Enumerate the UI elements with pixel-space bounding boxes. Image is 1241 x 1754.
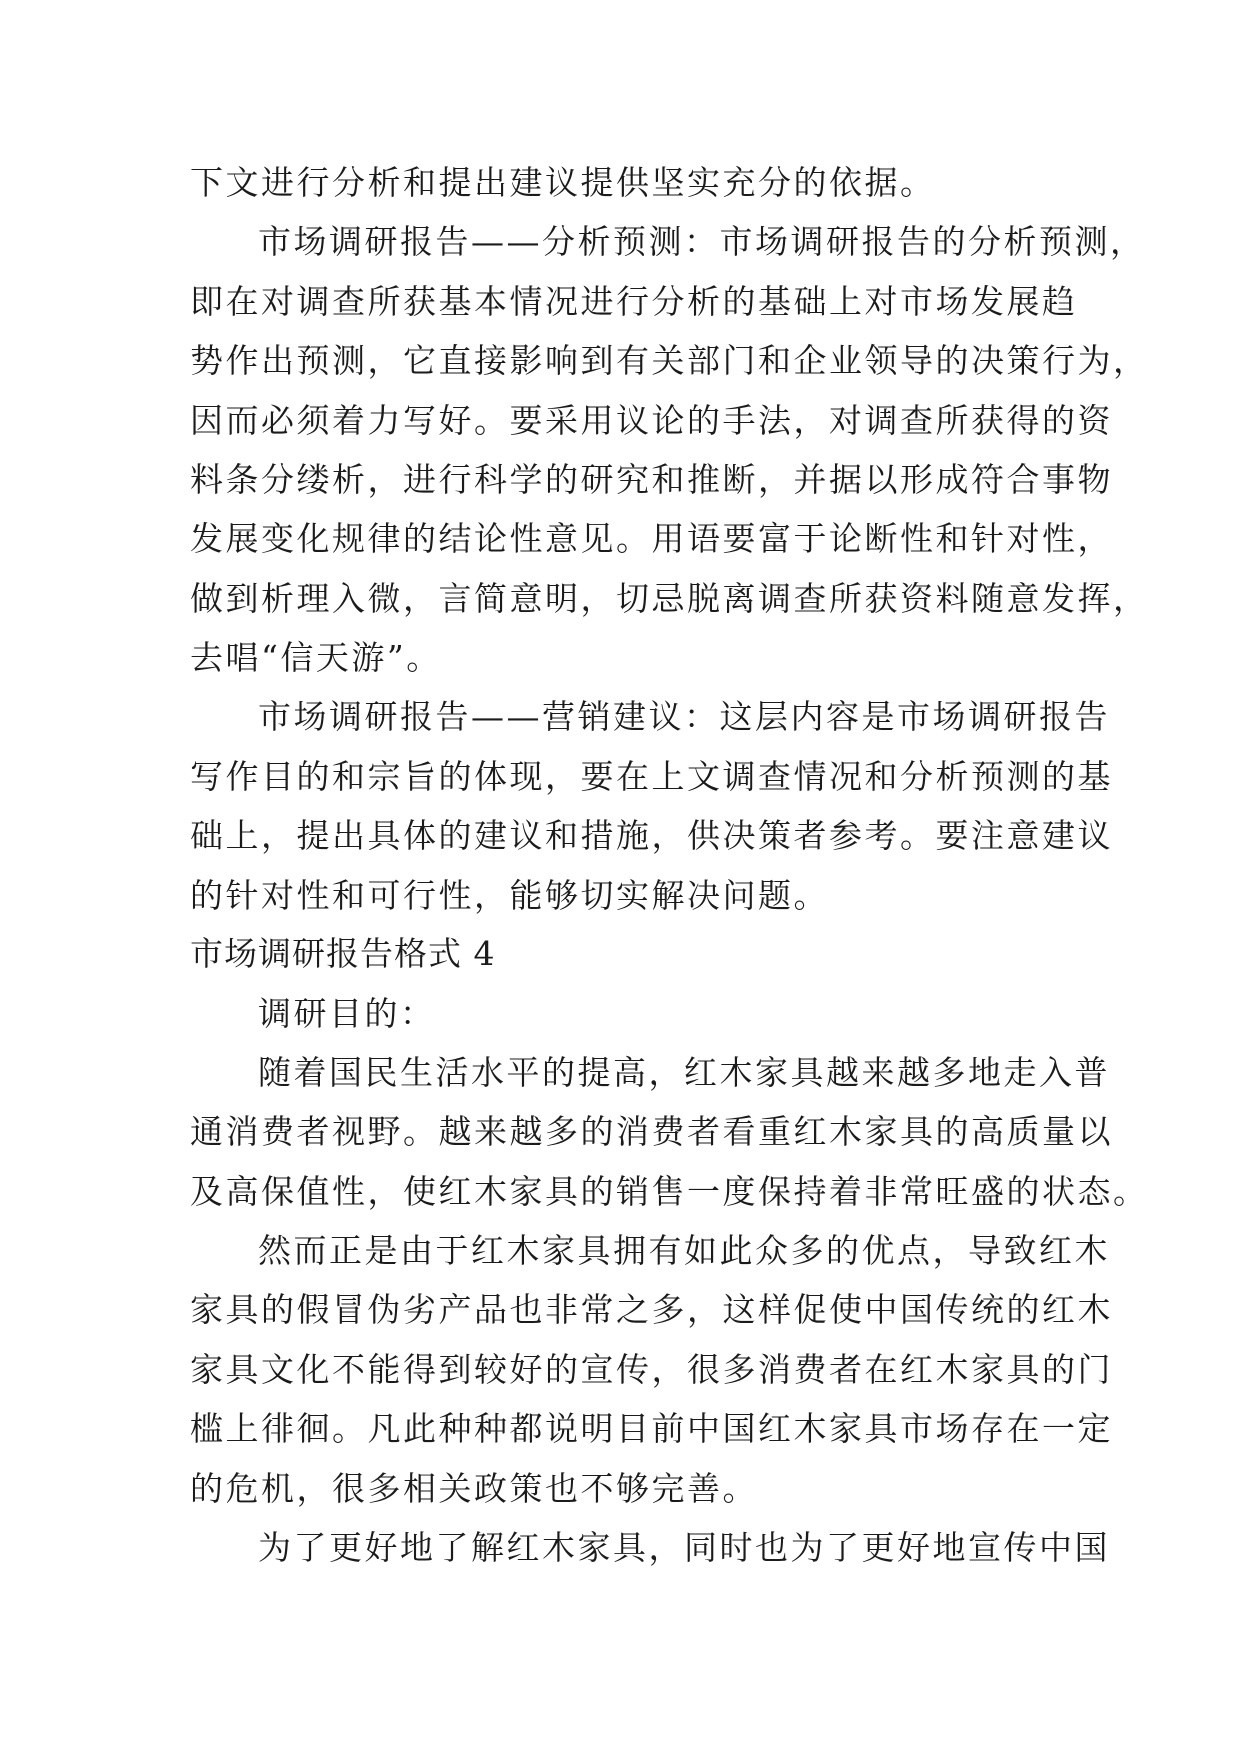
paragraph-start-line: 调研目的： bbox=[258, 994, 436, 1033]
text-line: 通消费者视野。越来越多的消费者看重红木家具的高质量以 bbox=[190, 1112, 1113, 1151]
text-line: 势作出预测，它直接影响到有关部门和企业领导的决策行为， bbox=[190, 341, 1149, 380]
paragraph-start-line: 市场调研报告——分析预测：市场调研报告的分析预测， bbox=[258, 222, 1146, 261]
text-line: 下文进行分析和提出建议提供坚实充分的依据。 bbox=[190, 163, 936, 202]
paragraph-start-line: 为了更好地了解红木家具，同时也为了更好地宣传中国 bbox=[258, 1528, 1110, 1567]
text-line: 因而必须着力写好。要采用议论的手法，对调查所获得的资 bbox=[190, 401, 1113, 440]
text-line: 础上，提出具体的建议和措施，供决策者参考。要注意建议 bbox=[190, 816, 1113, 855]
paragraph-start-line: 随着国民生活水平的提高，红木家具越来越多地走入普 bbox=[258, 1053, 1110, 1092]
paragraph-start-line: 市场调研报告——营销建议：这层内容是市场调研报告 bbox=[258, 697, 1110, 736]
text-line: 即在对调查所获基本情况进行分析的基础上对市场发展趋 bbox=[190, 282, 1078, 321]
text-line: 料条分缕析，进行科学的研究和推断，并据以形成符合事物 bbox=[190, 460, 1113, 499]
section-heading: 市场调研报告格式 4 bbox=[190, 934, 496, 973]
text-line: 发展变化规律的结论性意见。用语要富于论断性和针对性， bbox=[190, 519, 1113, 558]
paragraph-start-line: 然而正是由于红木家具拥有如此众多的优点，导致红木 bbox=[258, 1231, 1110, 1270]
text-line: 的针对性和可行性，能够切实解决问题。 bbox=[190, 876, 829, 915]
text-line: 去唱“信天游”。 bbox=[190, 638, 442, 677]
text-line: 及高保值性，使红木家具的销售一度保持着非常旺盛的状态。 bbox=[190, 1172, 1149, 1211]
text-line: 槛上徘徊。凡此种种都说明目前中国红木家具市场存在一定 bbox=[190, 1409, 1113, 1448]
text-line: 家具文化不能得到较好的宣传，很多消费者在红木家具的门 bbox=[190, 1350, 1113, 1389]
text-line: 的危机，很多相关政策也不够完善。 bbox=[190, 1469, 758, 1508]
text-line: 写作目的和宗旨的体现，要在上文调查情况和分析预测的基 bbox=[190, 757, 1113, 796]
text-line: 家具的假冒伪劣产品也非常之多，这样促使中国传统的红木 bbox=[190, 1290, 1113, 1329]
text-line: 做到析理入微，言简意明，切忌脱离调查所获资料随意发挥， bbox=[190, 579, 1149, 618]
